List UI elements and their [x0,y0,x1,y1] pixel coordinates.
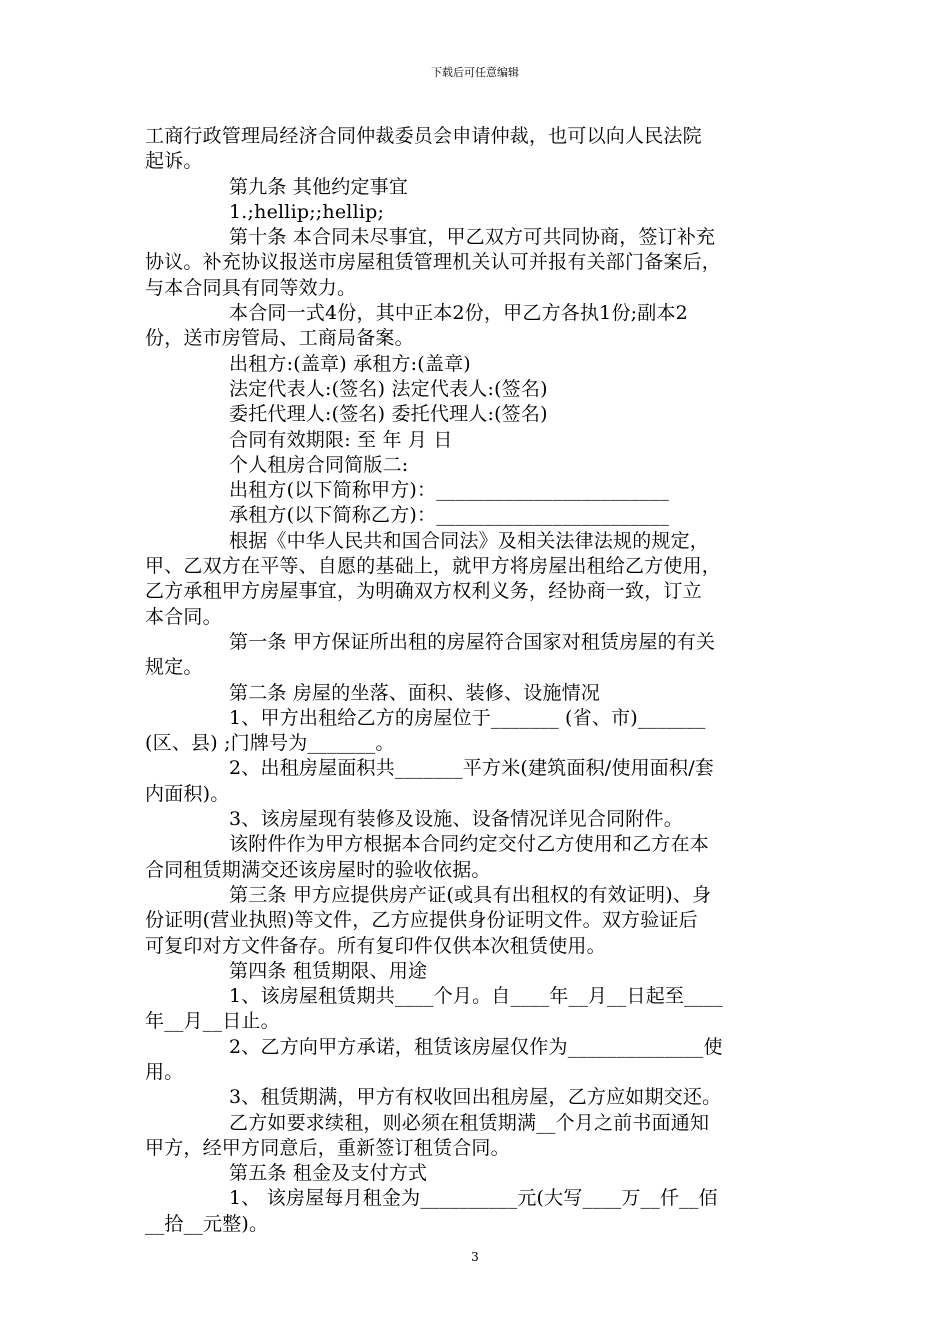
text-line: (区、县) ;门牌号为_______。 [145,732,395,755]
text-line: 3、租赁期满，甲方有权收回出租房屋，乙方应如期交还。 [229,1086,722,1109]
text-line: 承租方(以下简称乙方)：________________________ [229,504,670,527]
text-line: 2、出租房屋面积共_______平方米(建筑面积/使用面积/套 [229,757,715,780]
text-line: 可复印对方文件备存。所有复印件仅供本次租赁使用。 [145,934,606,957]
text-line: 1、甲方出租给乙方的房屋位于_______ (省、市)_______ [229,706,706,729]
text-line: 份，送市房管局、工商局备案。 [145,327,414,350]
text-line: 委托代理人:(签名) 委托代理人:(签名) [229,403,548,426]
text-line: 乙方如要求续租，则必须在租赁期满__个月之前书面通知 [229,1111,710,1134]
text-line: 规定。 [145,656,203,679]
text-line: 甲、乙双方在平等、自愿的基础上，就甲方将房屋出租给乙方使用， [145,555,722,578]
text-line: 第三条 甲方应提供房产证(或具有出租权的有效证明)、身 [229,883,712,906]
page-number: 3 [471,1250,479,1264]
text-line: 合同租赁期满交还该房屋时的验收依据。 [145,858,491,881]
text-line: __拾__元整)。 [145,1212,269,1235]
text-line: 出租方(以下简称甲方)：________________________ [229,479,670,502]
text-line: 该附件作为甲方根据本合同约定交付乙方使用和乙方在本 [229,833,710,856]
text-line: 第五条 租金及支付方式 [229,1162,428,1185]
text-line: 第九条 其他约定事宜 [229,175,409,198]
text-line: 与本合同具有同等效力。 [145,276,357,299]
text-line: 内面积)。 [145,782,230,805]
text-line: 根据《中华人民共和国合同法》及相关法律法规的规定， [229,529,710,552]
text-line: 第二条 房屋的坐落、面积、装修、设施情况 [229,681,601,704]
text-line: 合同有效期限: 至 年 月 日 [229,428,453,451]
text-line: 法定代表人:(签名) 法定代表人:(签名) [229,377,548,400]
text-line: 1、 该房屋每月租金为__________元(大写____万__仟__佰 [229,1187,718,1210]
text-line: 用。 [145,1060,184,1083]
text-line: 工商行政管理局经济合同仲裁委员会申请仲裁，也可以向人民法院 [145,125,702,147]
text-line: 甲方，经甲方同意后，重新签订租赁合同。 [145,1136,510,1159]
text-line: 3、该房屋现有装修及设施、设备情况详见合同附件。 [229,808,683,831]
text-line: 起诉。 [145,150,203,173]
text-line: 份证明(营业执照)等文件，乙方应提供身份证明文件。双方验证后 [145,909,698,932]
header-note: 下载后可任意编辑 [431,66,519,79]
text-line: 乙方承租甲方房屋事宜，为明确双方权利义务，经协商一致，订立 [145,580,702,603]
text-line: 个人租房合同简版二: [229,453,409,476]
text-line: 1.;hellip;;hellip; [229,200,385,223]
text-line: 协议。补充协议报送市房屋租赁管理机关认可并报有关部门备案后， [145,251,722,274]
text-line: 第一条 甲方保证所出租的房屋符合国家对租赁房屋的有关 [229,630,716,653]
text-line: 本合同一式4份，其中正本2份，甲乙方各执1份;副本2 [229,302,688,325]
text-line: 出租方:(盖章) 承租方:(盖章) [229,352,471,375]
text-line: 1、该房屋租赁期共____个月。自____年__月__日起至____ [229,985,723,1008]
document-body [145,124,805,1237]
text-line: 第十条 本合同未尽事宜，甲乙双方可共同协商，签订补充 [229,226,716,249]
text-line: 本合同。 [145,605,222,628]
text-line: 2、乙方向甲方承诺，租赁该房屋仅作为______________使 [229,1035,723,1058]
text-line: 年__月__日止。 [145,1010,280,1033]
text-line: 第四条 租赁期限、用途 [229,959,428,982]
